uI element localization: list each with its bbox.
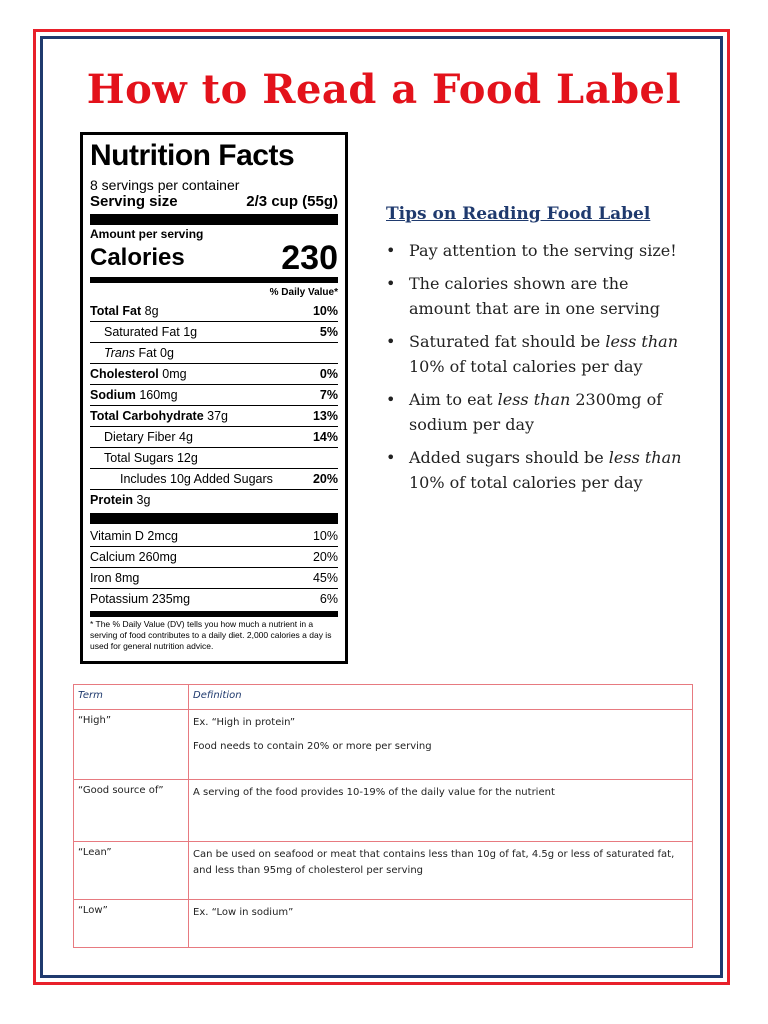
vitamin-row: [90, 526, 338, 546]
vitamin-percent: 20%: [312, 550, 338, 564]
calories-label: Calories: [90, 244, 185, 271]
nutrient-row: [90, 447, 338, 468]
nutrient-row: [90, 342, 338, 363]
nutrient-name-bold: Protein: [90, 493, 134, 507]
nutrient-name-bold: Cholesterol: [90, 367, 159, 381]
tip-text: 2300mg of sodium per day: [409, 390, 663, 434]
serving-size-row: [90, 193, 338, 211]
nutrient-name: [90, 427, 193, 447]
nutrient-row: [90, 301, 338, 321]
tip-emphasis: less than: [497, 390, 571, 409]
header-definition: Definition: [189, 685, 693, 710]
tip-text: Pay attention to the serving size!: [409, 241, 677, 260]
nutrient-percent: 20%: [312, 472, 338, 486]
tip-emphasis: less than: [605, 332, 678, 351]
nutrient-percent: 7%: [319, 388, 338, 402]
nutrition-facts-label: [80, 132, 348, 664]
table-header-row: [74, 685, 693, 710]
vitamin-rows: [90, 526, 338, 609]
terms-table: [73, 684, 693, 948]
vitamin-percent: 6%: [319, 592, 338, 606]
header-term: Term: [74, 685, 189, 710]
nutrient-percent: 0%: [319, 367, 338, 381]
nutrient-name: [90, 469, 273, 489]
nutrient-name-text: Includes 10g Added Sugars: [120, 472, 273, 486]
definition-text: Ex. “Low in sodium”: [193, 907, 294, 918]
nutrient-row: [90, 489, 338, 510]
definition-text: Food needs to contain 20% or more per serving: [193, 741, 432, 752]
daily-value-footnote: * The % Daily Value (DV) tells you how much a nutrient in a serving of food contributes to a daily diet. 2,000 calories a day is used for general nutrition advice.: [90, 619, 332, 651]
tips-heading: Tips on Reading Food Label: [386, 204, 651, 224]
daily-value-header: % Daily Value*: [269, 287, 338, 298]
tip-item: [386, 329, 686, 379]
table-row: [74, 842, 693, 900]
tip-item: [386, 387, 686, 437]
nutrition-facts-title: Nutrition Facts: [90, 139, 295, 172]
tip-text: Added sugars should be: [409, 448, 609, 467]
nutrient-amount: 0mg: [158, 367, 187, 381]
definition-cell: [189, 900, 693, 948]
serving-size-label: Serving size: [90, 193, 178, 210]
definition-cell: [189, 842, 693, 900]
term-cell: “High”: [74, 710, 189, 780]
definition-text: A serving of the food provides 10-19% of the daily value for the nutrient: [193, 787, 555, 798]
vitamin-percent: 10%: [312, 529, 338, 543]
nutrient-name-text: Total Sugars 12g: [104, 451, 198, 465]
servings-per-container: 8 servings per container: [90, 177, 240, 193]
nutrient-row: [90, 384, 338, 405]
definition-cell: [189, 710, 693, 780]
nutrient-name: [90, 448, 198, 468]
tip-text: The calories shown are the amount that are in one serving: [409, 274, 661, 318]
vitamin-row: [90, 567, 338, 588]
vitamin-row: [90, 588, 338, 609]
vitamin-name: Iron 8mg: [90, 571, 140, 585]
serving-size-value: 2/3 cup (55g): [246, 193, 338, 210]
nutrient-name: [90, 322, 197, 342]
page-title: How to Read a Food Label: [86, 66, 682, 113]
nutrient-percent: 10%: [312, 304, 338, 318]
nutrient-percent: 5%: [319, 325, 338, 339]
table-row: [74, 900, 693, 948]
term-cell: “Lean”: [74, 842, 189, 900]
nutrient-row: [90, 321, 338, 342]
tip-item: [386, 271, 686, 321]
definition-cell: [189, 780, 693, 842]
definition-text: Can be used on seafood or meat that contains less than 10g of fat, 4.5g or less of saturated fat, and less than 95mg of cholesterol per serving: [193, 849, 675, 876]
vitamin-name: Potassium 235mg: [90, 592, 191, 606]
calories-row: [90, 241, 338, 275]
nutrient-name: [90, 343, 174, 363]
tips-list: [386, 238, 686, 503]
vitamin-name: Calcium 260mg: [90, 550, 177, 564]
nutrient-row: [90, 363, 338, 384]
nutrient-name-bold: Total Fat: [90, 304, 142, 318]
divider-medium: [90, 277, 338, 283]
divider-medium: [90, 611, 338, 617]
nutrient-name: [90, 385, 178, 405]
divider-thick: [90, 214, 338, 225]
nutrient-percent: 14%: [312, 430, 338, 444]
tip-text: Saturated fat should be: [409, 332, 606, 351]
amount-per-serving: Amount per serving: [90, 227, 204, 241]
nutrient-name-italic: Trans: [104, 346, 136, 360]
nutrient-name-bold: Sodium: [90, 388, 136, 402]
nutrient-amount: Fat 0g: [135, 346, 174, 360]
vitamin-name: Vitamin D 2mcg: [90, 529, 178, 543]
nutrient-amount: 160mg: [135, 388, 178, 402]
nutrient-name: [90, 490, 150, 510]
nutrient-name: [90, 301, 159, 321]
definition-text: Ex. “High in protein”: [193, 717, 296, 728]
tip-emphasis: less than: [608, 448, 682, 467]
nutrient-name-text: Dietary Fiber 4g: [104, 430, 193, 444]
nutrient-name-text: Saturated Fat 1g: [104, 325, 198, 339]
tip-text: Aim to eat: [409, 390, 498, 409]
nutrient-rows: [90, 301, 338, 510]
table-row: [74, 780, 693, 842]
table-row: [74, 710, 693, 780]
tip-text: 10% of total calories per day: [409, 357, 643, 376]
nutrient-row: [90, 426, 338, 447]
tip-item: [386, 238, 686, 263]
nutrient-row: [90, 468, 338, 489]
vitamin-percent: 45%: [312, 571, 338, 585]
nutrient-amount: 8g: [141, 304, 159, 318]
term-cell: “Low”: [74, 900, 189, 948]
nutrient-name: [90, 406, 228, 426]
tip-text: 10% of total calories per day: [409, 473, 643, 492]
nutrient-name-bold: Total Carbohydrate: [90, 409, 204, 423]
nutrient-amount: 37g: [203, 409, 229, 423]
nutrient-amount: 3g: [133, 493, 151, 507]
term-cell: “Good source of”: [74, 780, 189, 842]
nutrient-row: [90, 405, 338, 426]
calories-value: 230: [281, 239, 338, 277]
nutrient-percent: 13%: [312, 409, 338, 423]
divider-thick: [90, 513, 338, 524]
vitamin-row: [90, 546, 338, 567]
nutrient-name: [90, 364, 187, 384]
tip-item: [386, 445, 686, 495]
